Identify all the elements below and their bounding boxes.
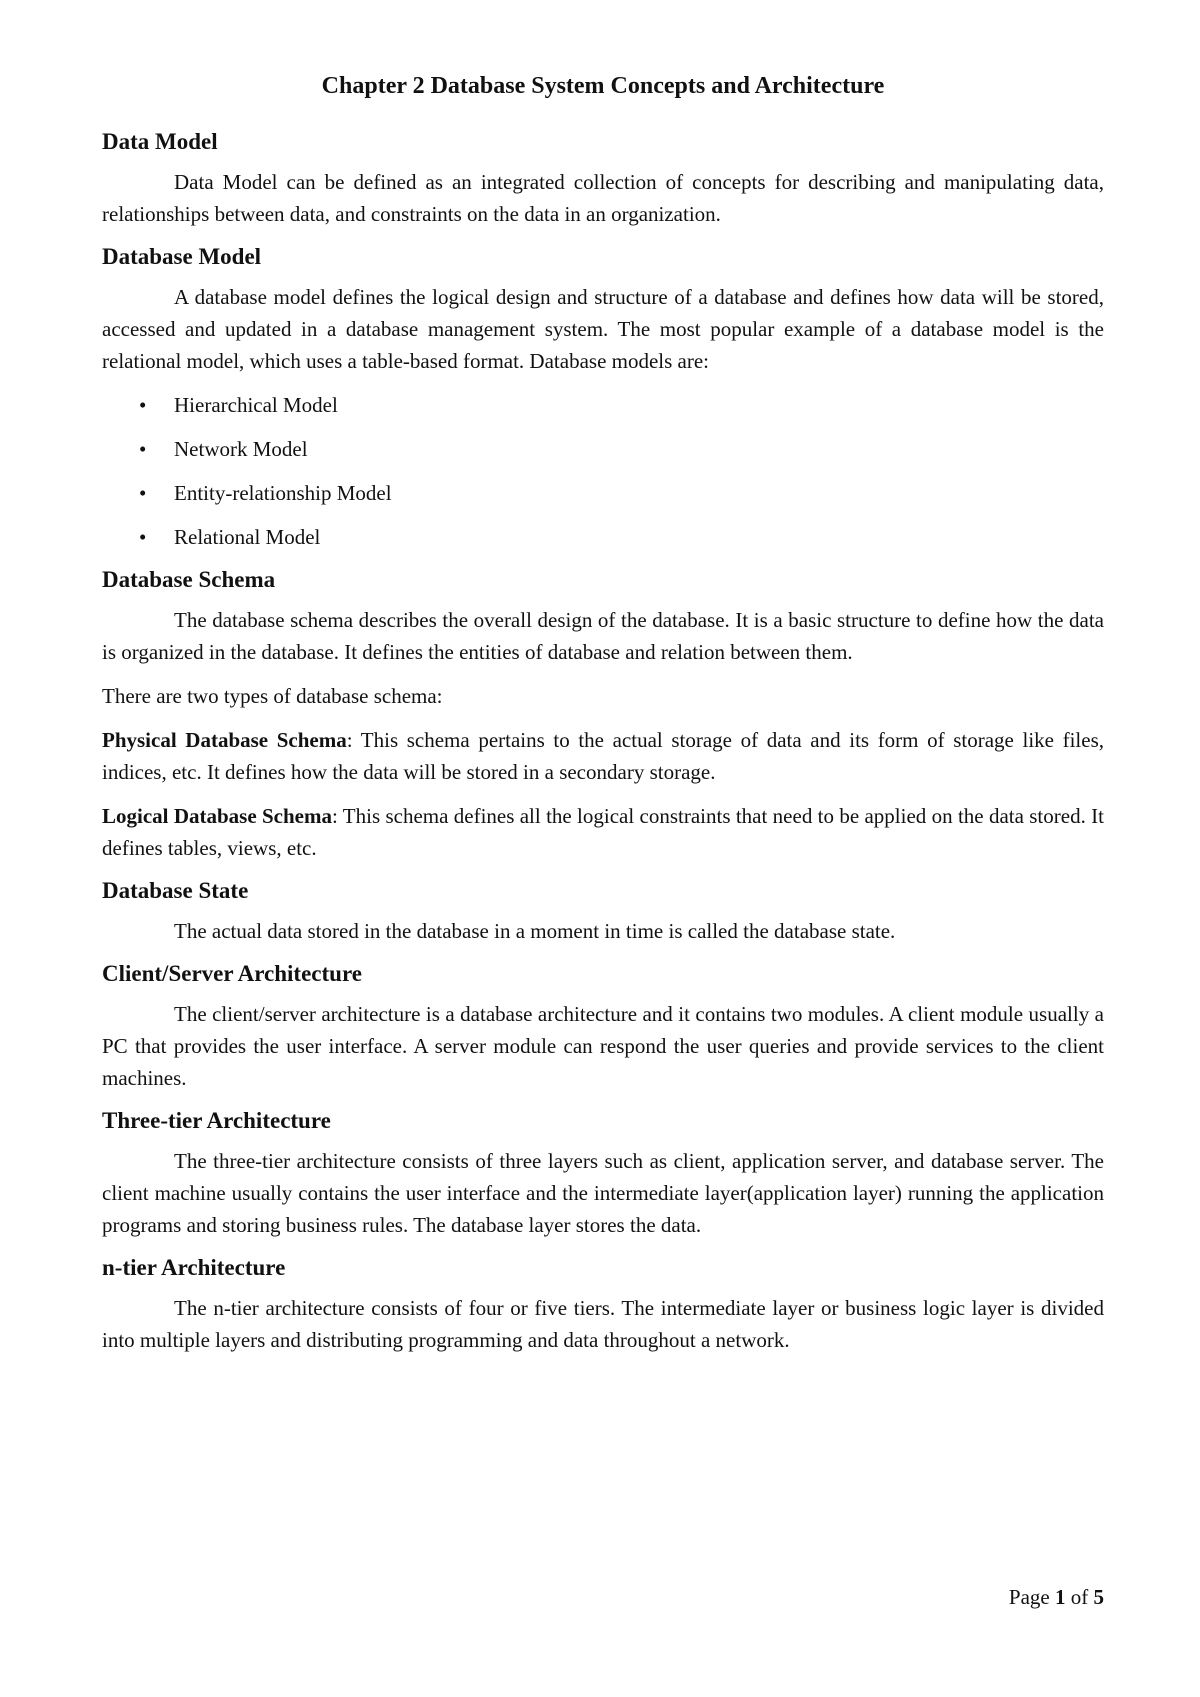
page-total: 5 — [1093, 1585, 1104, 1609]
term-physical-schema: Physical Database Schema — [102, 728, 347, 752]
para-data-model: Data Model can be defined as an integrated collection of concepts for describing and manipulating data, relationships between data, and constraints on the data in an organization. — [102, 170, 1104, 226]
list-item: • Entity-relationship Model — [102, 477, 1104, 509]
document-title: Chapter 2 Database System Concepts and Architecture — [321, 73, 885, 99]
page-footer — [1009, 1582, 1104, 1612]
para-n-tier: The n-tier architecture consists of four or five tiers. The intermediate layer or business logic layer is divided into multiple layers and distributing programming and data throughout a network. — [102, 1296, 1104, 1352]
para-database-state: The actual data stored in the database in a moment in time is called the database state. — [174, 919, 896, 943]
para-three-tier: The three-tier architecture consists of three layers such as client, application server, and database server. The client machine usually contains the user interface and the intermediate layer(application layer) running the application programs and storing business rules. The database layer stores the data. — [102, 1149, 1104, 1237]
of-label: of — [1070, 1585, 1089, 1609]
para-schema-types-intro: There are two types of database schema: — [102, 684, 443, 708]
heading-three-tier: Three-tier Architecture — [102, 1108, 331, 1133]
heading-database-model: Database Model — [102, 244, 262, 269]
para-logical-schema — [102, 800, 1104, 864]
para-physical-schema — [102, 724, 1104, 788]
list-item: • Network Model — [102, 433, 1104, 465]
text-physical-schema: : This schema pertains to the actual storage of data and its form of storage like files, indices, etc. It defines how the data will be stored in a secondary storage. — [102, 728, 1104, 784]
page-label: Page — [1008, 1585, 1050, 1609]
list-item: • Relational Model — [102, 521, 1104, 553]
database-models-list — [102, 389, 1104, 553]
para-client-server: The client/server architecture is a database architecture and it contains two modules. A client module usually a PC that provides the user interface. A server module can respond the user queries and provide services to the client machines. — [102, 1002, 1104, 1090]
term-logical-schema: Logical Database Schema — [102, 804, 332, 828]
para-database-schema: The database schema describes the overall design of the database. It is a basic structure to define how the data is organized in the database. It defines the entities of database and relation between them. — [102, 608, 1104, 664]
heading-database-state: Database State — [102, 878, 249, 903]
heading-data-model: Data Model — [102, 129, 218, 154]
text-logical-schema: : This schema defines all the logical constraints that need to be applied on the data stored. It defines tables, views, etc. — [102, 804, 1104, 860]
heading-n-tier: n-tier Architecture — [102, 1255, 286, 1280]
para-database-model: A database model defines the logical design and structure of a database and defines how data will be stored, accessed and updated in a database management system. The most popular example of a database model is the relational model, which uses a table-based format. Database models are: — [102, 285, 1104, 373]
list-item: • Hierarchical Model — [102, 389, 1104, 421]
heading-client-server: Client/Server Architecture — [102, 961, 362, 986]
heading-database-schema: Database Schema — [102, 567, 276, 592]
page-number: 1 — [1055, 1585, 1066, 1609]
